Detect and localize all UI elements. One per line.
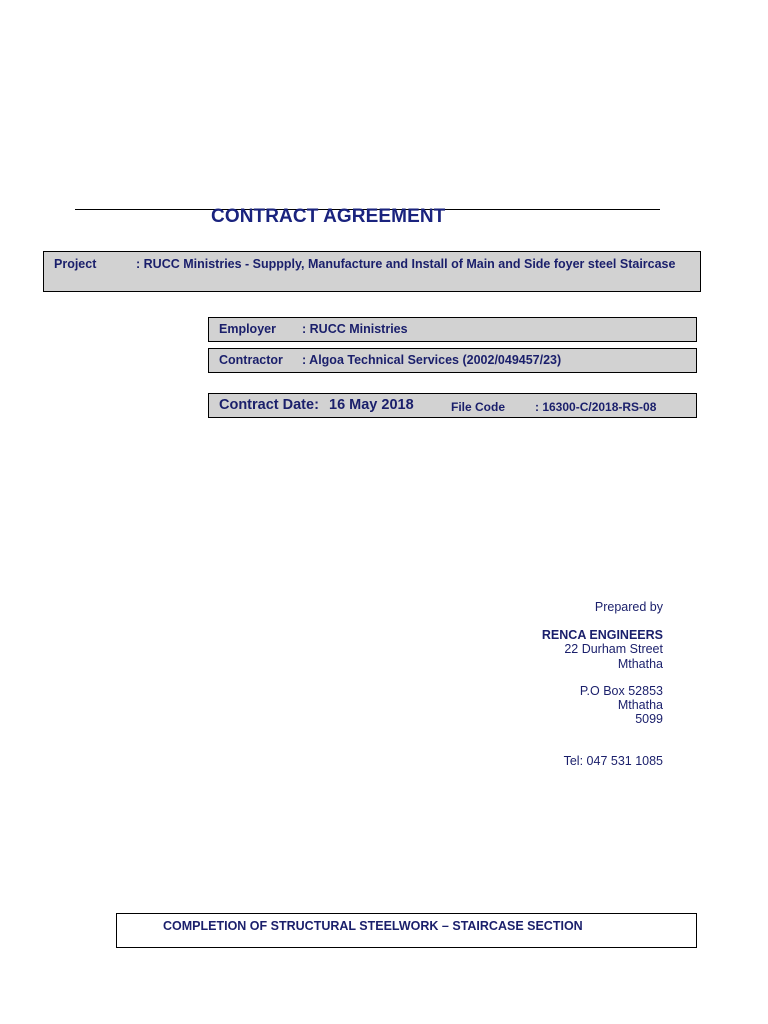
employer-label: Employer	[219, 322, 276, 336]
employer-value: : RUCC Ministries	[302, 322, 408, 336]
postal-code: 5099	[635, 712, 663, 726]
contractor-value: : Algoa Technical Services (2002/049457/23)	[302, 353, 562, 367]
contractor-box	[208, 348, 697, 373]
po-box: P.O Box 52853	[579, 684, 663, 698]
project-label: Project	[54, 257, 97, 271]
contract-date-label: Contract Date:	[219, 397, 319, 413]
project-value: : RUCC Ministries - Suppply, Manufacture and Install of Main and Side foyer steel Staircase	[136, 257, 676, 271]
contractor-label: Contractor	[219, 353, 283, 367]
telephone: Tel: 047 531 1085	[563, 754, 663, 768]
contract-date-box	[208, 393, 697, 418]
prepared-by-label: Prepared by	[594, 600, 663, 614]
footer-box	[116, 913, 697, 948]
employer-box	[208, 317, 697, 342]
project-box	[43, 251, 701, 292]
footer-text: COMPLETION OF STRUCTURAL STEELWORK – STAIRCASE SECTION	[163, 919, 583, 933]
company-name: RENCA ENGINEERS	[541, 628, 663, 642]
page-title: CONTRACT AGREEMENT	[211, 206, 446, 227]
contract-date-value: 16 May 2018	[329, 397, 414, 413]
file-code-value: : 16300-C/2018-RS-08	[535, 400, 657, 414]
address-city: Mthatha	[617, 657, 663, 671]
po-city: Mthatha	[617, 698, 663, 712]
address-street: 22 Durham Street	[564, 642, 663, 656]
file-code-label: File Code	[451, 400, 506, 414]
